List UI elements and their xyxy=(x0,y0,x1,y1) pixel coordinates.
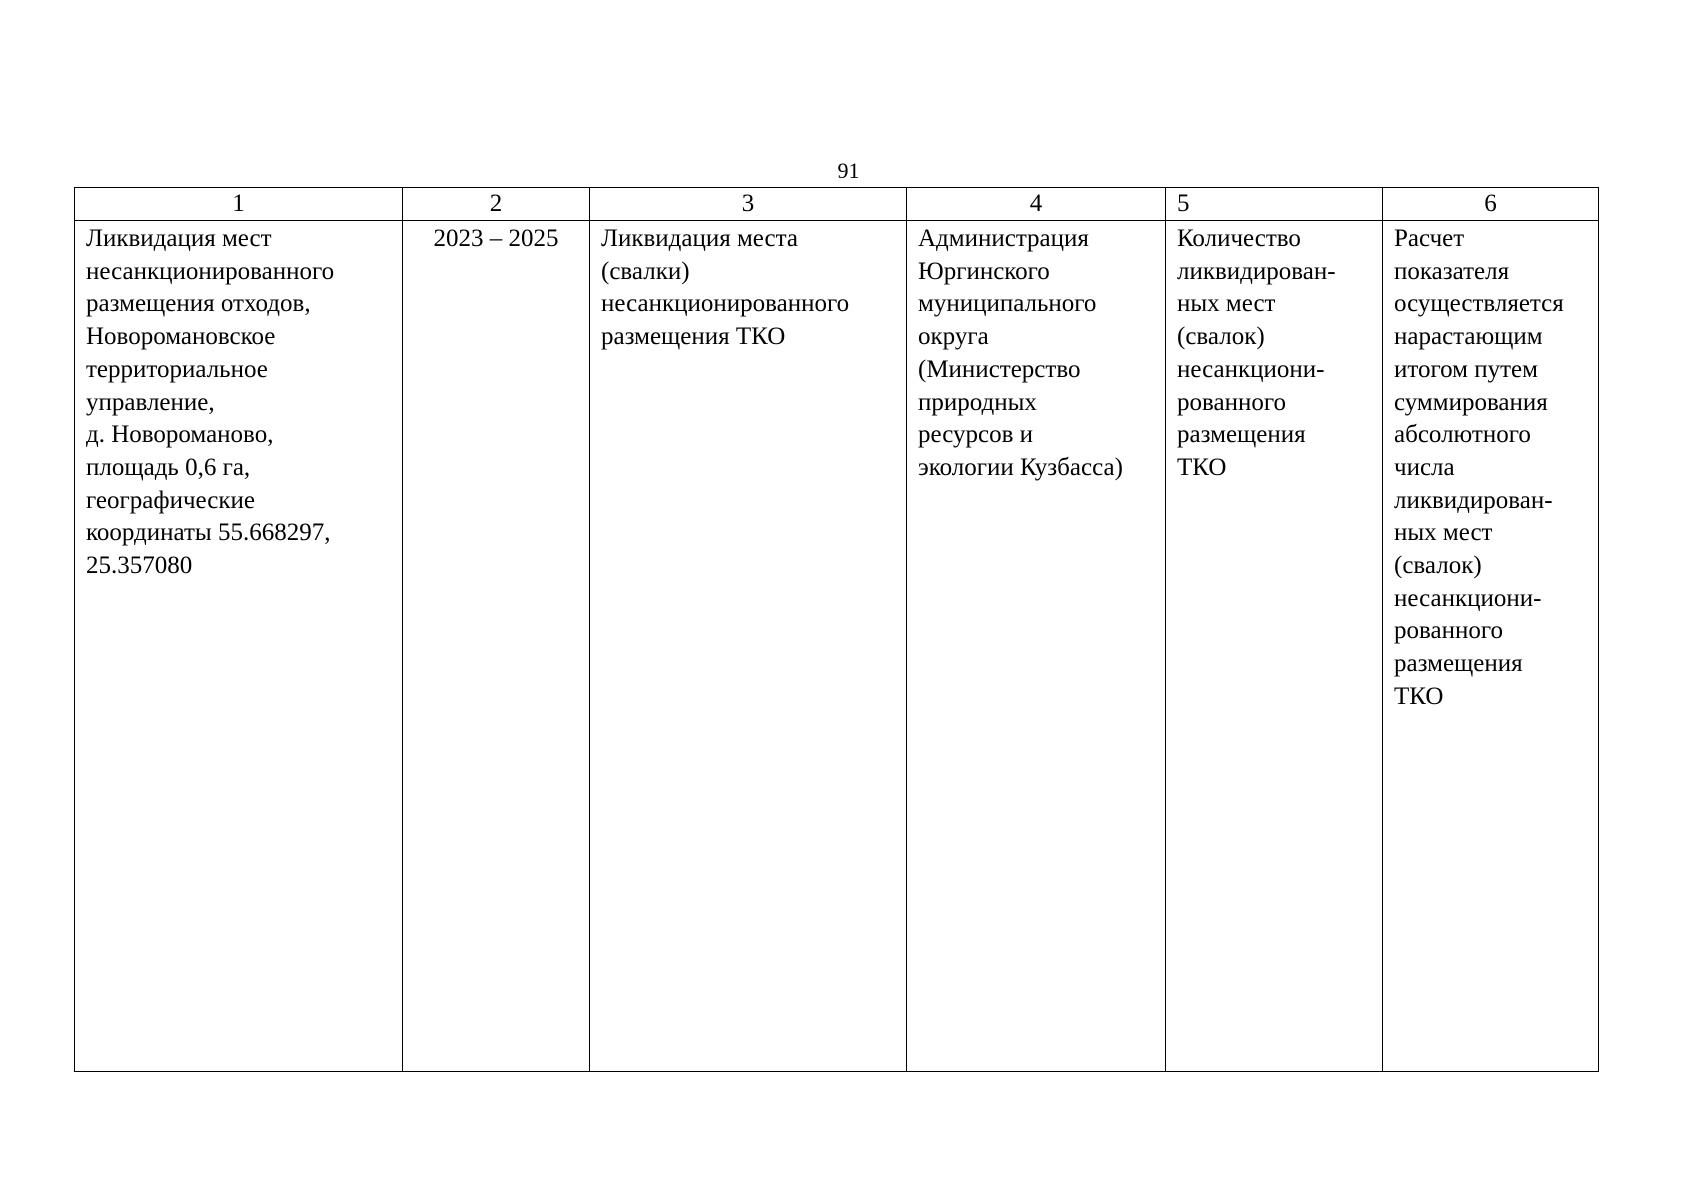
cell-line: суммирования xyxy=(1394,388,1548,416)
cell-line: ликвидирован- xyxy=(1394,486,1553,514)
cell-line: размещения xyxy=(1177,421,1306,449)
cell-line: осуществляется xyxy=(1394,290,1564,318)
cell-line: д. Новороманово, xyxy=(86,421,274,449)
column-number-6: 6 xyxy=(1383,188,1599,221)
cell-line: несанкциони- xyxy=(1177,355,1325,383)
calculation-method-cell xyxy=(1383,221,1599,1072)
cell-line: управление, xyxy=(86,388,215,416)
cell-line: несанкционированного xyxy=(601,290,850,318)
cell-line: координаты 55.668297, xyxy=(86,519,331,547)
cell-line: числа xyxy=(1394,453,1455,481)
cell-line: 2023 – 2025 xyxy=(433,225,559,252)
cell-line: ТКО xyxy=(1394,682,1444,710)
column-number-2: 2 xyxy=(403,188,590,221)
cell-line: Ликвидация места xyxy=(601,225,798,252)
result-cell xyxy=(590,221,907,1072)
cell-line: размещения отходов, xyxy=(86,290,311,318)
cell-line: ликвидирован- xyxy=(1177,257,1336,285)
cell-line: площадь 0,6 га, xyxy=(86,453,251,481)
column-number-5: 5 xyxy=(1166,188,1383,221)
cell-line: Расчет xyxy=(1394,225,1465,252)
cell-line: Юргинского xyxy=(918,257,1050,285)
responsible-cell xyxy=(907,221,1166,1072)
period-cell xyxy=(403,221,590,1072)
cell-line: (свалок) xyxy=(1177,323,1265,351)
cell-line: территориальное xyxy=(86,355,268,383)
cell-line: несанкционированного xyxy=(86,257,335,285)
cell-line: экологии Кузбасса) xyxy=(918,453,1123,481)
indicator-cell xyxy=(1166,221,1383,1072)
cell-line: ных мест xyxy=(1394,519,1493,547)
cell-line: Новоромановское xyxy=(86,323,276,351)
cell-line: 25.357080 xyxy=(86,552,193,580)
table-row xyxy=(75,221,1599,1072)
cell-line: Ликвидация мест xyxy=(86,225,272,252)
cell-line: природных xyxy=(918,388,1037,416)
cell-line: несанкциони- xyxy=(1394,584,1542,612)
cell-line: ТКО xyxy=(1177,453,1227,481)
cell-line: размещения xyxy=(1394,650,1523,678)
cell-line: (свалки) xyxy=(601,257,690,285)
cell-line: нарастающим xyxy=(1394,323,1543,351)
cell-line: Количество xyxy=(1177,225,1301,252)
cell-line: рованного xyxy=(1177,388,1286,416)
column-number-3: 3 xyxy=(590,188,907,221)
measure-description-cell xyxy=(75,221,403,1072)
header-row xyxy=(75,188,1599,221)
cell-line: итогом путем xyxy=(1394,355,1538,383)
cell-line: ресурсов и xyxy=(918,421,1034,449)
cell-line: географические xyxy=(86,486,255,514)
cell-line: размещения ТКО xyxy=(601,323,786,351)
cell-line: муниципального xyxy=(918,290,1097,318)
cell-line: Администрация xyxy=(918,225,1089,252)
cell-line: (свалок) xyxy=(1394,552,1482,580)
cell-line: абсолютного xyxy=(1394,421,1531,449)
cell-line: показателя xyxy=(1394,257,1510,285)
cell-line: ных мест xyxy=(1177,290,1276,318)
cell-line: (Министерство xyxy=(918,355,1081,383)
cell-line: рованного xyxy=(1394,617,1503,645)
page-number: 91 xyxy=(837,158,860,183)
measures-table xyxy=(74,187,1599,1072)
column-number-4: 4 xyxy=(907,188,1166,221)
cell-line: округа xyxy=(918,323,989,351)
column-number-1: 1 xyxy=(75,188,403,221)
